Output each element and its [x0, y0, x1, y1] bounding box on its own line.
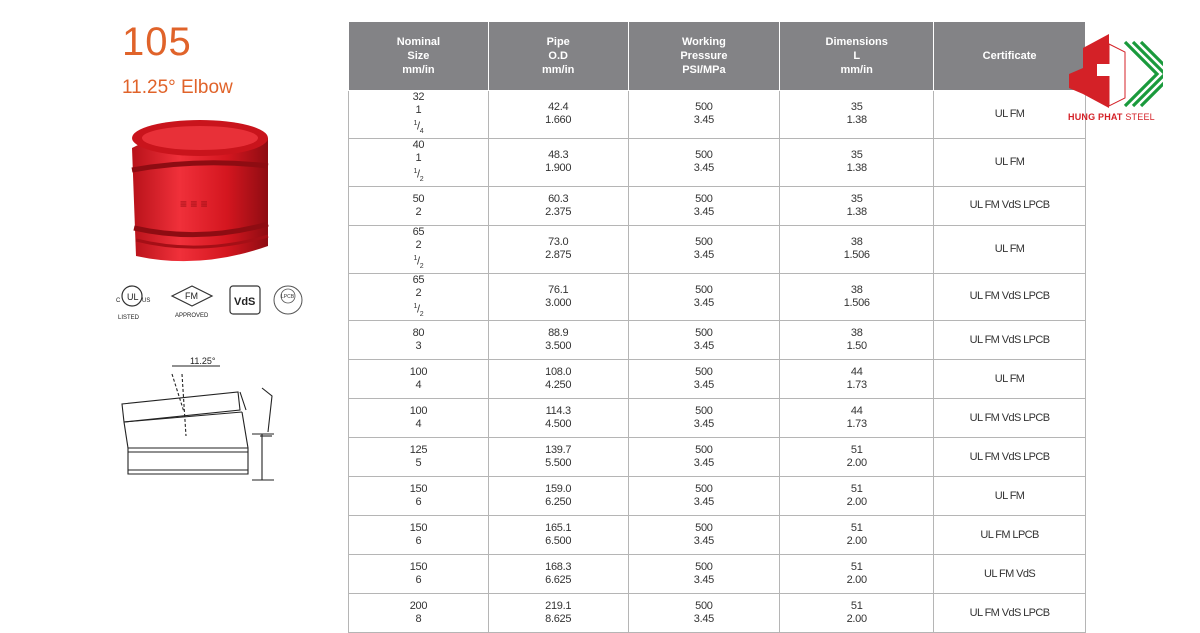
l-in: 1.38 [846, 162, 867, 175]
l-mm: 51 [850, 522, 863, 535]
cell-nominal-size [349, 516, 489, 555]
od-in: 4.500 [545, 418, 572, 431]
cell-working-pressure [628, 360, 780, 399]
ul-listed-icon [116, 286, 150, 321]
pressure-mpa: 3.45 [693, 457, 714, 470]
pressure-mpa: 3.45 [693, 249, 714, 262]
cell-pipe-od [488, 138, 628, 186]
header-working-pressure: Working Pressure PSI/MPa [628, 22, 780, 91]
cell-dimension-l [780, 273, 934, 321]
cell-working-pressure [628, 225, 780, 273]
l-mm: 51 [850, 483, 863, 496]
size-mm: 65 [412, 273, 425, 286]
svg-text:11.25°: 11.25° [190, 356, 216, 366]
cell-certificate: UL FM VdS LPCB [934, 399, 1086, 438]
table-row [349, 273, 1086, 321]
cell-certificate: UL FM [934, 91, 1086, 139]
pressure-mpa: 3.45 [693, 205, 714, 218]
od-in: 1.900 [545, 162, 572, 175]
size-in: 8 [415, 613, 422, 626]
size-in: 6 [415, 496, 422, 509]
od-mm: 168.3 [545, 561, 572, 574]
l-in: 2.00 [846, 574, 867, 587]
l-mm: 51 [850, 561, 863, 574]
cell-nominal-size [349, 477, 489, 516]
od-mm: 76.1 [548, 283, 569, 296]
svg-text:APPROVED: APPROVED [175, 313, 209, 319]
cell-pipe-od [488, 594, 628, 633]
pressure-mpa: 3.45 [693, 496, 714, 509]
product-code: 105 [122, 20, 192, 64]
cell-dimension-l [780, 138, 934, 186]
header-pipe-od: Pipe O.D mm/in [488, 22, 628, 91]
size-mm: 50 [412, 192, 425, 205]
cell-certificate: UL FM [934, 477, 1086, 516]
l-mm: 38 [850, 327, 863, 340]
l-in: 1.73 [846, 418, 867, 431]
l-in: 1.506 [843, 296, 870, 309]
pressure-mpa: 3.45 [693, 296, 714, 309]
cell-dimension-l [780, 399, 934, 438]
pressure-psi: 500 [695, 561, 713, 574]
vds-icon [230, 286, 260, 314]
cell-working-pressure [628, 438, 780, 477]
cell-working-pressure [628, 91, 780, 139]
lpcb-icon [274, 286, 302, 314]
cell-certificate: UL FM [934, 360, 1086, 399]
cell-pipe-od [488, 477, 628, 516]
header-nominal-size: Nominal Size mm/in [349, 22, 489, 91]
cell-pipe-od [488, 186, 628, 225]
pressure-mpa: 3.45 [693, 418, 714, 431]
cell-working-pressure [628, 273, 780, 321]
cell-dimension-l [780, 186, 934, 225]
pressure-psi: 500 [695, 101, 713, 114]
size-mm: 32 [412, 91, 425, 103]
size-in: 2 [415, 205, 422, 218]
pressure-psi: 500 [695, 283, 713, 296]
od-in: 3.500 [545, 340, 572, 353]
od-in: 6.625 [545, 574, 572, 587]
l-mm: 44 [850, 366, 863, 379]
cell-certificate: UL FM VdS LPCB [934, 273, 1086, 321]
size-in: 2 [415, 286, 422, 299]
od-mm: 73.0 [548, 236, 569, 249]
od-in: 2.375 [545, 205, 572, 218]
cell-dimension-l [780, 91, 934, 139]
size-mm: 200 [409, 600, 428, 613]
size-mm: 125 [409, 444, 428, 457]
cell-pipe-od [488, 438, 628, 477]
cell-certificate: UL FM [934, 225, 1086, 273]
od-mm: 159.0 [545, 483, 572, 496]
table-row [349, 399, 1086, 438]
cell-working-pressure [628, 516, 780, 555]
pressure-mpa: 3.45 [693, 340, 714, 353]
cell-working-pressure [628, 594, 780, 633]
od-in: 2.875 [545, 249, 572, 262]
cell-pipe-od [488, 225, 628, 273]
table-row [349, 91, 1086, 139]
cell-dimension-l [780, 555, 934, 594]
od-mm: 60.3 [548, 192, 569, 205]
od-in: 8.625 [545, 613, 572, 626]
fm-approved-icon [172, 286, 212, 319]
cell-dimension-l [780, 438, 934, 477]
size-mm: 150 [409, 483, 428, 496]
cell-dimension-l [780, 516, 934, 555]
cell-dimension-l [780, 477, 934, 516]
l-mm: 35 [850, 149, 863, 162]
cell-certificate: UL FM VdS LPCB [934, 186, 1086, 225]
pressure-psi: 500 [695, 483, 713, 496]
size-in: 4 [415, 379, 422, 392]
cell-nominal-size [349, 321, 489, 360]
size-mm: 100 [409, 366, 428, 379]
pressure-mpa: 3.45 [693, 114, 714, 127]
pressure-psi: 500 [695, 444, 713, 457]
table-row [349, 186, 1086, 225]
cell-working-pressure [628, 399, 780, 438]
elbow-dimension-drawing [112, 352, 322, 492]
cell-pipe-od [488, 91, 628, 139]
l-in: 1.38 [846, 205, 867, 218]
table-body [349, 91, 1086, 633]
svg-text:US: US [142, 298, 151, 304]
od-mm: 88.9 [548, 327, 569, 340]
cell-working-pressure [628, 555, 780, 594]
pressure-psi: 500 [695, 522, 713, 535]
od-mm: 114.3 [545, 405, 571, 418]
cell-pipe-od [488, 360, 628, 399]
l-in: 1.38 [846, 114, 867, 127]
cell-nominal-size [349, 186, 489, 225]
cell-nominal-size [349, 438, 489, 477]
pressure-psi: 500 [695, 236, 713, 249]
table-row [349, 138, 1086, 186]
cell-certificate: UL FM VdS LPCB [934, 594, 1086, 633]
od-in: 4.250 [545, 379, 572, 392]
pressure-psi: 500 [695, 366, 713, 379]
cell-pipe-od [488, 399, 628, 438]
size-mm: 150 [409, 522, 428, 535]
svg-text:LISTED: LISTED [118, 315, 140, 321]
table-row [349, 594, 1086, 633]
size-in: 6 [415, 535, 422, 548]
table-row [349, 516, 1086, 555]
cell-certificate: UL FM LPCB [934, 516, 1086, 555]
cell-pipe-od [488, 555, 628, 594]
svg-text:C: C [116, 298, 121, 304]
brand-name: HUNG PHAT STEEL [1068, 112, 1155, 122]
table-row [349, 477, 1086, 516]
od-mm: 139.7 [545, 444, 572, 457]
pressure-psi: 500 [695, 327, 713, 340]
svg-text:LPCB: LPCB [281, 294, 295, 300]
cell-nominal-size: 65 2 $^1/_2$ [349, 225, 489, 273]
od-in: 6.500 [545, 535, 572, 548]
l-mm: 44 [850, 405, 863, 418]
size-mm: 80 [412, 327, 425, 340]
pressure-psi: 500 [695, 149, 713, 162]
l-in: 2.00 [846, 496, 867, 509]
cell-working-pressure [628, 477, 780, 516]
cell-certificate: UL FM VdS LPCB [934, 321, 1086, 360]
l-mm: 38 [850, 236, 863, 249]
table-row [349, 555, 1086, 594]
od-mm: 48.3 [548, 149, 569, 162]
cell-dimension-l [780, 360, 934, 399]
cell-working-pressure [628, 138, 780, 186]
od-in: 3.000 [545, 296, 572, 309]
size-in: 4 [415, 418, 422, 431]
table-row [349, 438, 1086, 477]
svg-text:VdS: VdS [234, 296, 256, 308]
table-row [349, 360, 1086, 399]
pressure-mpa: 3.45 [693, 613, 714, 626]
od-in: 5.500 [545, 457, 572, 470]
cell-nominal-size [349, 360, 489, 399]
specification-table [348, 21, 1086, 633]
cell-certificate: UL FM VdS [934, 555, 1086, 594]
l-mm: 51 [850, 444, 863, 457]
cell-dimension-l [780, 594, 934, 633]
l-in: 2.00 [846, 613, 867, 626]
l-mm: 51 [850, 600, 863, 613]
cell-nominal-size: 65 2 $^1/_2$ [349, 273, 489, 321]
pressure-mpa: 3.45 [693, 379, 714, 392]
table-row [349, 225, 1086, 273]
l-mm: 35 [850, 101, 863, 114]
od-mm: 108.0 [545, 366, 572, 379]
svg-text:UL: UL [127, 292, 139, 302]
elbow-product-photo [118, 118, 283, 268]
svg-text:FM: FM [185, 291, 198, 301]
cell-pipe-od [488, 321, 628, 360]
size-mm: 65 [412, 225, 425, 238]
l-in: 1.73 [846, 379, 867, 392]
cell-pipe-od [488, 516, 628, 555]
size-mm: 40 [412, 138, 425, 151]
table-row [349, 321, 1086, 360]
l-mm: 35 [850, 192, 863, 205]
svg-text:≡ ≡ ≡: ≡ ≡ ≡ [180, 197, 208, 211]
size-in: 2 [415, 238, 422, 251]
cell-dimension-l [780, 225, 934, 273]
l-in: 1.506 [843, 249, 870, 262]
cell-working-pressure [628, 321, 780, 360]
pressure-mpa: 3.45 [693, 162, 714, 175]
cell-certificate: UL FM VdS LPCB [934, 438, 1086, 477]
size-in: 1 [415, 151, 422, 164]
product-name: 11.25° Elbow [122, 77, 233, 98]
size-in: 6 [415, 574, 422, 587]
size-in: 3 [415, 340, 422, 353]
size-mm: 150 [409, 561, 428, 574]
cell-certificate: UL FM [934, 138, 1086, 186]
od-in: 1.660 [545, 114, 572, 127]
table-header-row [349, 22, 1086, 91]
cell-nominal-size [349, 399, 489, 438]
cell-working-pressure [628, 186, 780, 225]
cell-nominal-size [349, 594, 489, 633]
certification-marks [112, 282, 312, 326]
size-mm: 100 [409, 405, 428, 418]
size-in: 5 [415, 457, 422, 470]
pressure-psi: 500 [695, 405, 713, 418]
od-mm: 42.4 [548, 101, 569, 114]
header-dimensions: Dimensions L mm/in [780, 22, 934, 91]
pressure-psi: 500 [695, 600, 713, 613]
cell-nominal-size: 40 1 $^1/_2$ [349, 138, 489, 186]
l-in: 2.00 [846, 535, 867, 548]
header-certificate: Certificate [934, 22, 1086, 91]
l-mm: 38 [850, 283, 863, 296]
cell-nominal-size [349, 555, 489, 594]
l-in: 2.00 [846, 457, 867, 470]
pressure-mpa: 3.45 [693, 574, 714, 587]
od-in: 6.250 [545, 496, 572, 509]
pressure-psi: 500 [695, 192, 713, 205]
cell-nominal-size: 32 1 $^1/_4$ [349, 91, 489, 139]
l-in: 1.50 [846, 340, 867, 353]
od-mm: 219.1 [545, 600, 572, 613]
size-in: 1 [415, 104, 422, 116]
cell-pipe-od [488, 273, 628, 321]
cell-dimension-l [780, 321, 934, 360]
od-mm: 165.1 [545, 522, 572, 535]
pressure-mpa: 3.45 [693, 535, 714, 548]
